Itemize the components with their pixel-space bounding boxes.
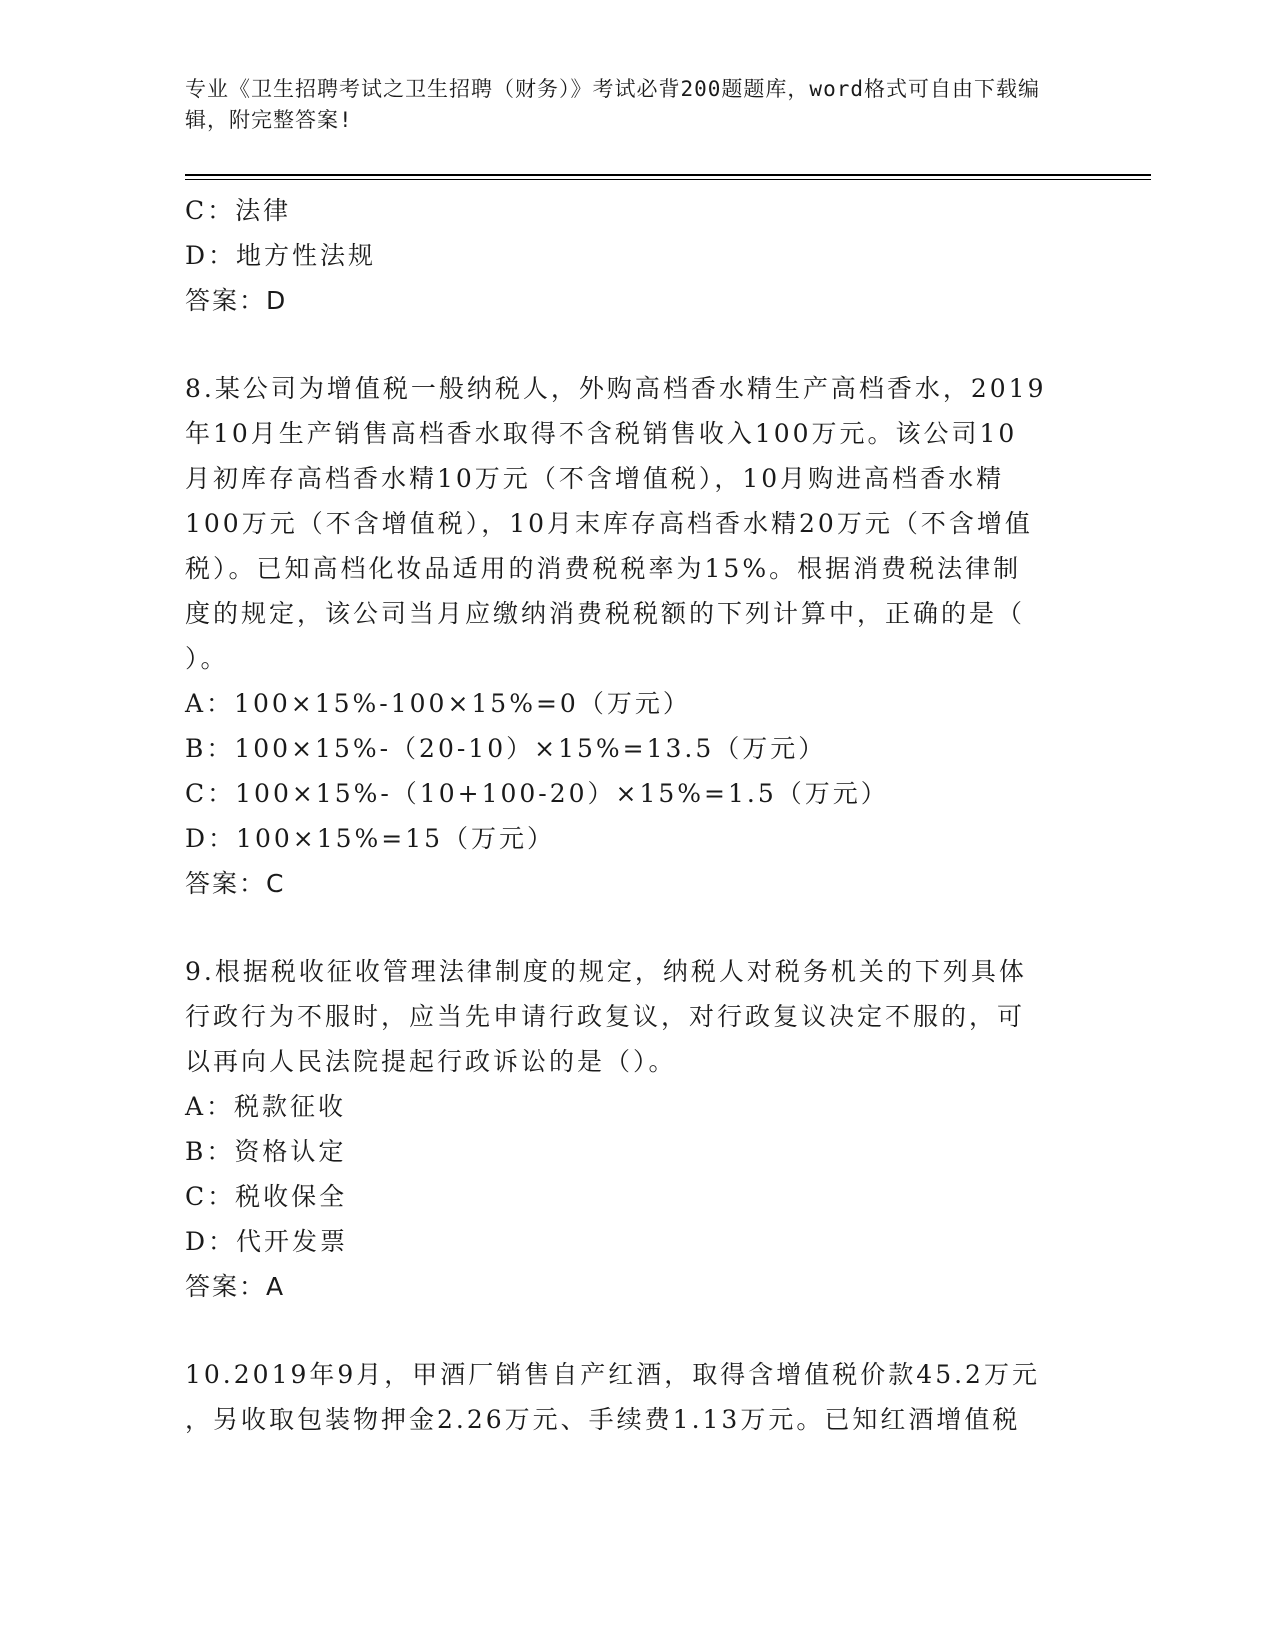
question-text-line: 度的规定，该公司当月应缴纳消费税税额的下列计算中，正确的是（ [185,599,1026,628]
question-text-line: 100万元（不含增值税），10月末库存高档香水精20万元（不含增值 [185,509,1033,538]
question-text-line: 月初库存高档香水精10万元（不含增值税），10月购进高档香水精 [185,464,1005,493]
option-line: C：100×15%-（10+100-20）×15%=1.5（万元） [185,779,889,808]
document-body [185,188,1085,1442]
option-line: B：资格认定 [185,1137,347,1166]
answer-line: 答案：A [185,1272,286,1301]
option-line: D：地方性法规 [185,241,377,270]
header-divider-thin [185,179,1151,180]
header-divider-thick [185,174,1151,176]
question-block [185,188,1085,323]
option-line: C：税收保全 [185,1182,348,1211]
question-block [185,366,1085,906]
page-header: 专业《卫生招聘考试之卫生招聘（财务）》考试必背200题题库，word格式可自由下载编辑，附完整答案! [185,77,1040,132]
question-text-line: 8.某公司为增值税一般纳税人，外购高档香水精生产高档香水，2019 [185,374,1047,403]
question-text-line: 9.根据税收征收管理法律制度的规定，纳税人对税务机关的下列具体 [185,957,1027,986]
question-text-line: 以再向人民法院提起行政诉讼的是（）。 [185,1047,677,1076]
question-block [185,949,1085,1309]
option-line: A：100×15%-100×15%=0（万元） [185,689,691,718]
option-line: B：100×15%-（20-10）×15%=13.5（万元） [185,734,827,763]
option-line: C：法律 [185,196,292,225]
option-line: A：税款征收 [185,1092,347,1121]
answer-line: 答案：C [185,869,286,898]
question-text-line: ，另收取包装物押金2.26万元、手续费1.13万元。已知红酒增值税 [185,1405,1021,1434]
question-block [185,1352,1085,1442]
option-line: D：100×15%=15（万元） [185,824,556,853]
question-text-line: 年10月生产销售高档香水取得不含税销售收入100万元。该公司10 [185,419,1018,448]
question-text-line: 10.2019年9月，甲酒厂销售自产红酒，取得含增值税价款45.2万元 [185,1360,1040,1389]
question-text-line: 税）。已知高档化妆品适用的消费税税率为15%。根据消费税法律制 [185,554,1022,583]
option-line: D：代开发票 [185,1227,349,1256]
question-text-line: ）。 [185,644,229,673]
question-text-line: 行政行为不服时，应当先申请行政复议，对行政复议决定不服的，可 [185,1002,1026,1031]
answer-line: 答案：D [185,286,288,315]
